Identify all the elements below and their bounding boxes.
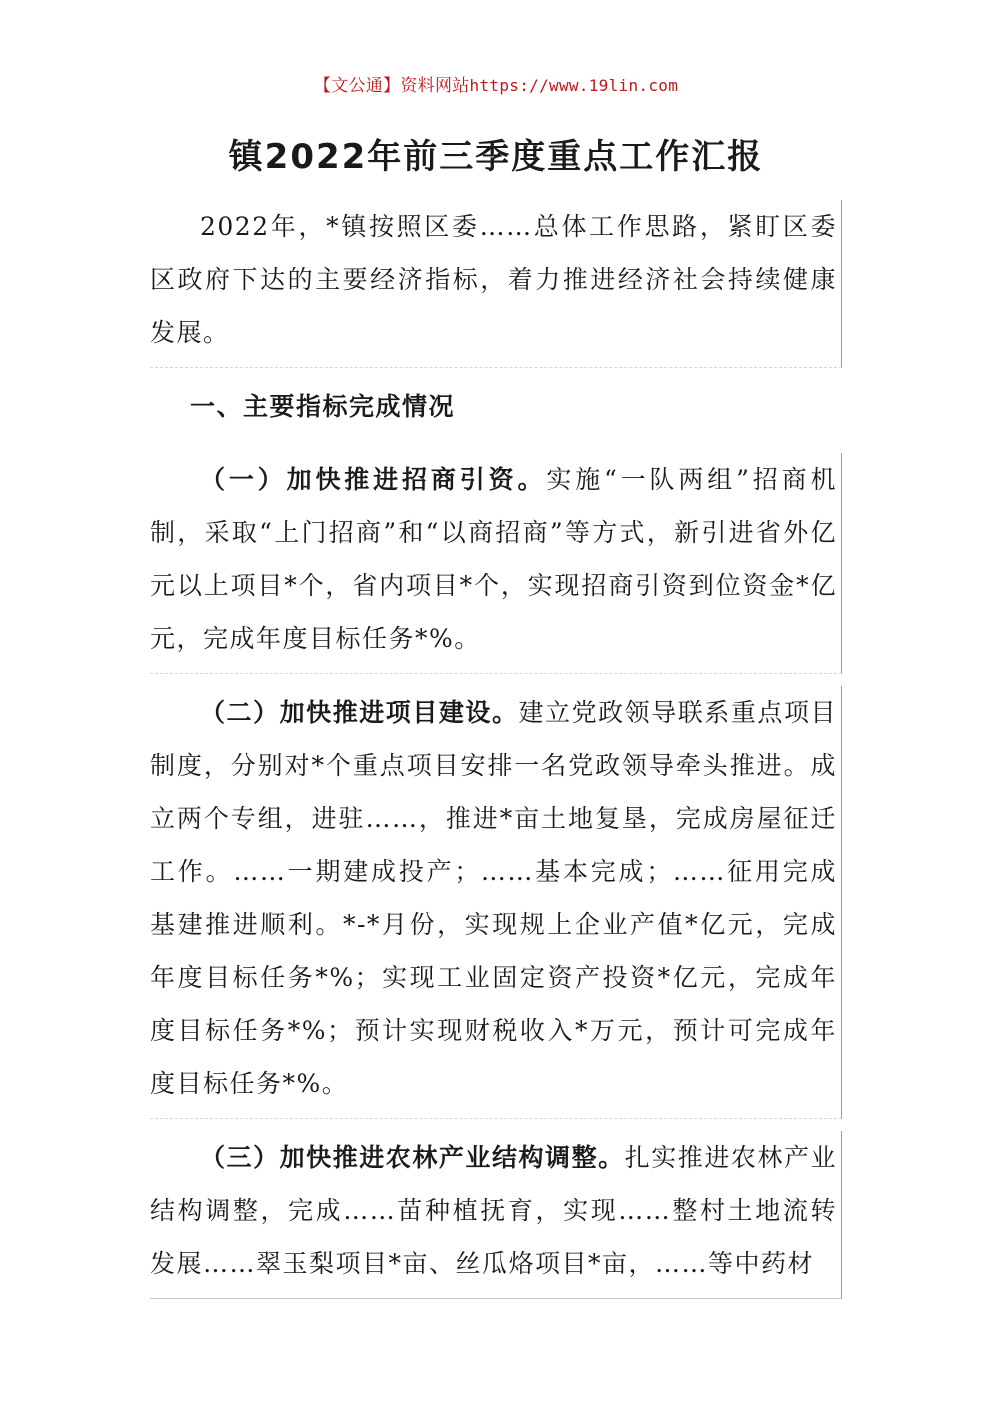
section-heading: 一、主要指标完成情况: [190, 392, 456, 421]
item-lead-2: （二）加快推进项目建设。: [200, 698, 519, 727]
item-body-2: 建立党政领导联系重点项目制度，分别对*个重点项目安排一名党政领导牵头推进。成立两个专组，进驻……，推进*亩土地复垦，完成房屋征迁工作。……一期建成投产；……基本完成；……征用完成基建推进顺利。*-*月份，实现规上企业产值*亿元，完成年度目标任务*%；实现工业固定资产投资*亿元，完成年度目标任务*%；预计实现财税收入*万元，预计可完成年度目标任务*%。: [150, 698, 837, 1098]
intro-paragraph: 2022年，*镇按照区委……总体工作思路，紧盯区委区政府下达的主要经济指标，着力推进经济社会持续健康发展。: [150, 200, 842, 368]
item-lead-1: （一）加快推进招商引资。: [200, 465, 547, 494]
item-lead-3: （三）加快推进农林产业结构调整。: [200, 1143, 625, 1172]
header-banner: [0, 74, 992, 98]
item-paragraph-2: [150, 686, 842, 1119]
document-title: 镇2022年前三季度重点工作汇报: [228, 137, 764, 177]
item-paragraph-1: [150, 453, 842, 674]
banner-text: 【文公通】资料网站: [313, 76, 470, 96]
item-body-1: 实施“一队两组”招商机制，采取“上门招商”和“以商招商”等方式，新引进省外亿元以上项目*个，省内项目*个，实现招商引资到位资金*亿元，完成年度目标任务*%。: [150, 465, 837, 653]
item-body-3: 扎实推进农林产业结构调整，完成……苗种植抚育，实现……整村土地流转发展……翠玉梨项目*亩、丝瓜烙项目*亩，……等中药材: [150, 1143, 837, 1278]
document-body: [150, 200, 842, 1311]
item-paragraph-3: [150, 1131, 842, 1299]
banner-url-link[interactable]: https://www.19lin.com: [469, 76, 679, 95]
